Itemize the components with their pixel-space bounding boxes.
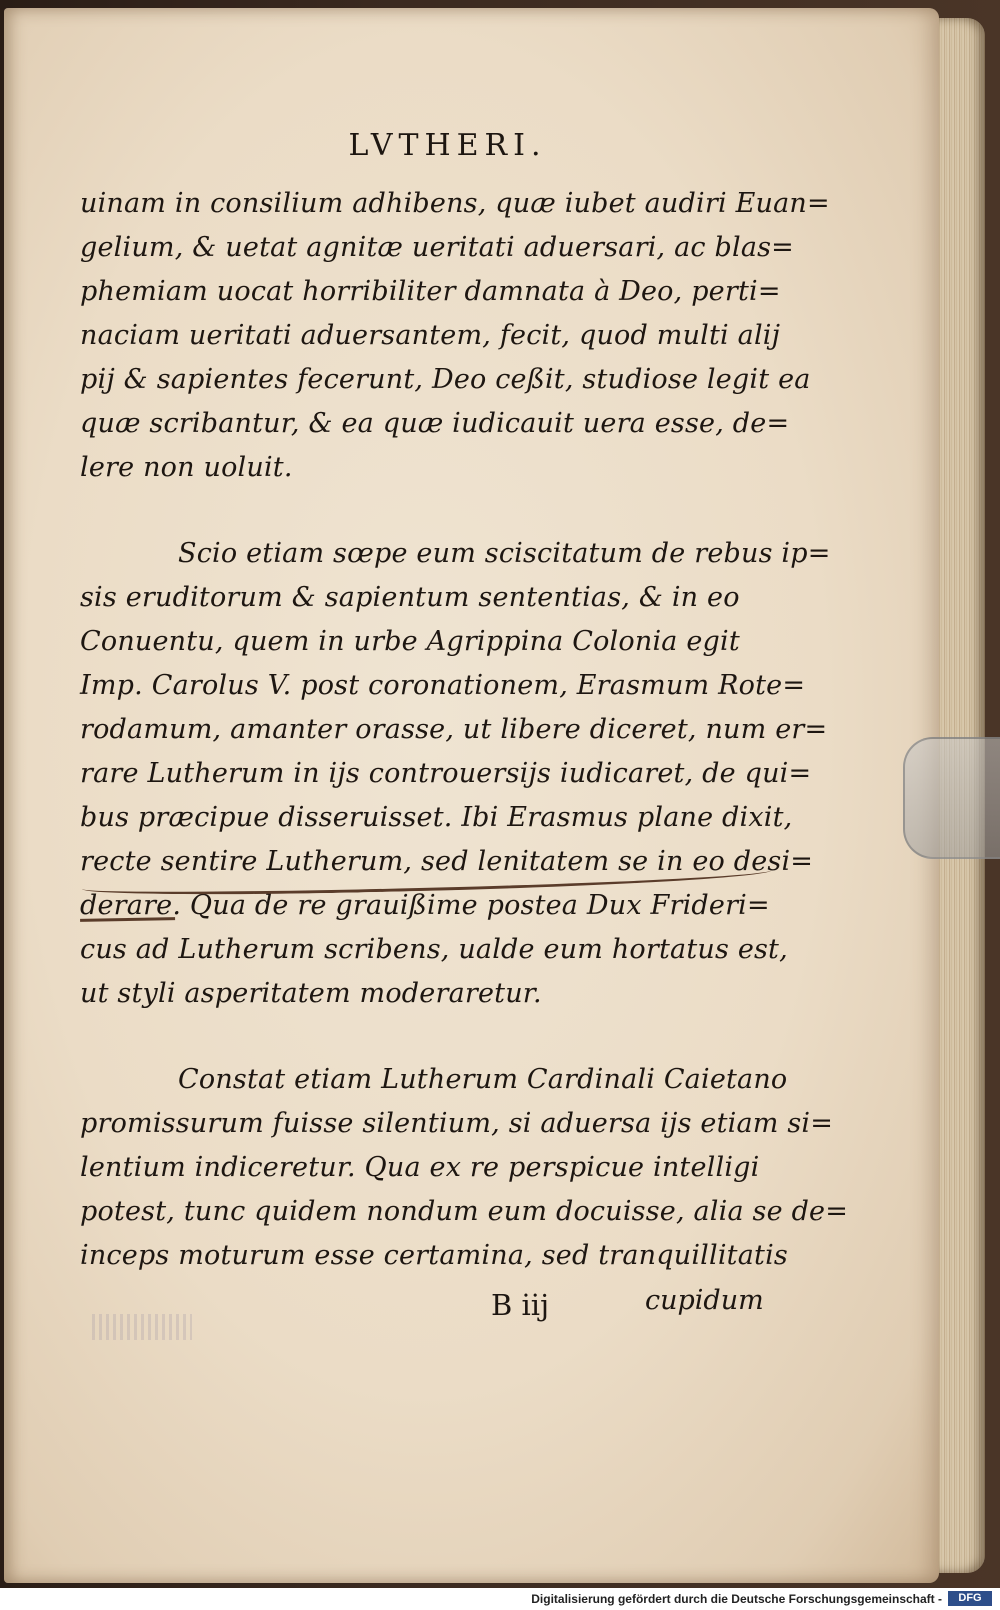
text-line: Imp. Carolus V. post coronationem, Erasmum Rote= [80,670,806,701]
text-line: cus ad Lutherum scribens, ualde eum hortatus est, [80,934,788,965]
text-line: sis eruditorum & sapientum sententias, & in eo [80,582,740,613]
text-line: inceps moturum esse certamina, sed tranquillitatis [80,1240,788,1271]
text-line: phemiam uocat horribiliter damnata à Deo, perti= [80,276,781,307]
text-line: derare. Qua de re grauißime postea Dux Frideri= [80,890,770,921]
text-line: rare Lutherum in ijs controuersijs iudicaret, de qui= [80,758,812,789]
text-line: recte sentire Lutherum, sed lenitatem se in eo desi= [80,846,814,877]
text-line: Scio etiam sœpe eum sciscitatum de rebus ip= [178,538,831,569]
text-line: ut styli asperitatem moderaretur. [80,978,542,1009]
dfg-logo: DFG [948,1591,992,1606]
text-line: potest, tunc quidem nondum eum docuisse, alia se de= [80,1196,849,1227]
text-line: quæ scribantur, & ea quæ iudicauit uera esse, de= [80,408,790,439]
library-stamp [92,1314,192,1340]
text-line: gelium, & uetat agnitæ ueritati aduersari, ac blas= [80,232,795,263]
page-clip [903,737,1000,859]
text-line: Conuentu, quem in urbe Agrippina Colonia egit [80,626,740,657]
text-line: uinam in consilium adhibens, quæ iubet audiri Euan= [80,188,830,219]
text-line: Constat etiam Lutherum Cardinali Caietano [178,1064,788,1095]
running-head: LVTHERI. [348,128,547,163]
text-line: promissurum fuisse silentium, si aduersa ijs etiam si= [80,1108,834,1139]
text-line: pij & sapientes fecerunt, Deo ceßit, studiose legit ea [80,364,811,395]
catchword: cupidum [645,1285,764,1316]
text-line: naciam ueritati aduersantem, fecit, quod multi alij [80,320,781,351]
handwritten-underline [80,907,175,922]
text-line: lere non uoluit. [80,452,293,483]
text-line: lentium indiceretur. Qua ex re perspicue intelligi [80,1152,760,1183]
text-line: bus præcipue dissеruisset. Ibi Erasmus plane dixit, [80,802,793,833]
signature-mark: B iij [491,1288,550,1322]
text-line: rodamum, amanter orasse, ut libere diceret, num er= [80,714,828,745]
funding-credit: Digitalisierung gefördert durch die Deutsche Forschungsgemeinschaft - [531,1592,942,1606]
